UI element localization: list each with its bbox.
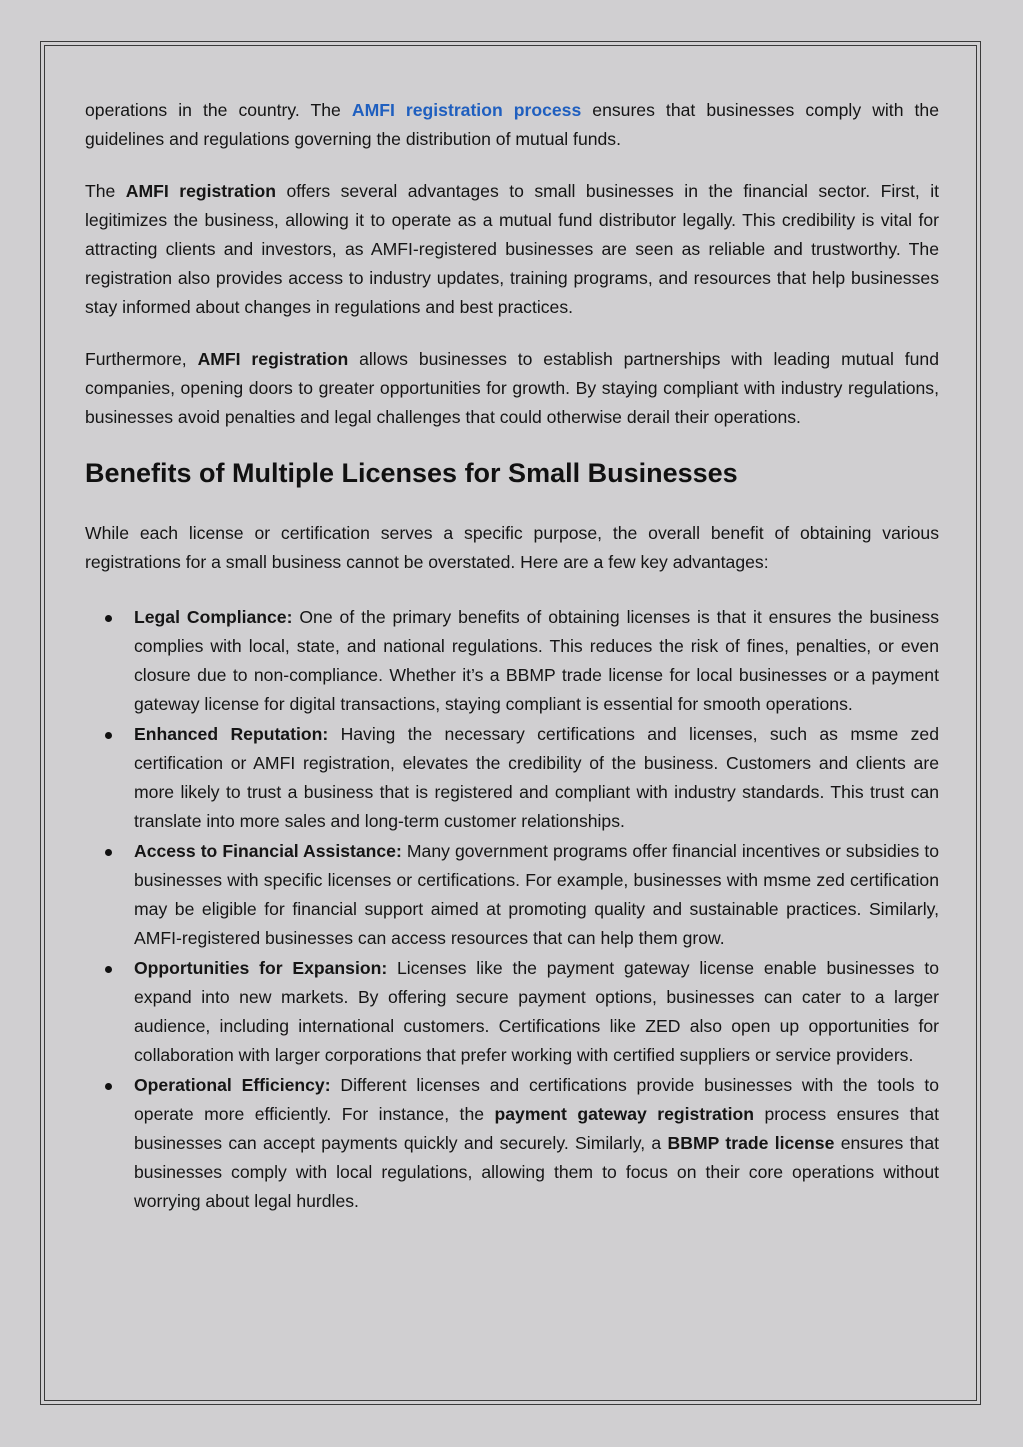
- list-item-financial-assistance: [85, 837, 939, 953]
- bold-term: payment gateway registration: [494, 1104, 755, 1124]
- paragraph-text: allows businesses to establish partnerships with leading mutual fund companies, opening doors to greater opportunities for growth. By staying compliant with industry regulations, businesses avoid penalties and legal challenges that could otherwise derail their operations.: [85, 349, 939, 427]
- list-item-title: Enhanced Reputation:: [134, 724, 329, 744]
- list-item-expansion: [85, 954, 939, 1070]
- paragraph-amfi-process: [85, 96, 939, 154]
- list-item-text: Having the necessary certifications and licenses, such as msme zed certification or AMFI registration, elevates the credibility of the business. Customers and clients are more likely to trust a business that is registered and compliant with industry standards. This trust can translate into more sales and long-term customer relationships.: [134, 724, 939, 831]
- paragraph-text: ensures that businesses comply with the guidelines and regulations governing the distribution of mutual funds.: [85, 100, 939, 149]
- list-item-operational-efficiency: [85, 1071, 939, 1216]
- list-item-text: Many government programs offer financial incentives or subsidies to businesses with specific licenses or certifications. For example, businesses with msme zed certification may be eligible for financial support aimed at promoting quality and sustainable practices. Similarly, AMFI-registered businesses can access resources that can help them grow.: [134, 841, 939, 948]
- list-item-legal-compliance: [85, 603, 939, 719]
- section-heading: Benefits of Multiple Licenses for Small Businesses: [85, 458, 738, 488]
- paragraph-amfi-partnerships: [85, 345, 939, 432]
- intro-paragraph: While each license or certification serves a specific purpose, the overall benefit of obtaining various registrations for a small business cannot be overstated. Here are a few key advantages:: [85, 523, 939, 572]
- bullet-icon: [105, 1083, 112, 1090]
- paragraph-text: The: [85, 181, 126, 201]
- list-item-text: Different licenses and certifications provide businesses with the tools to operate more efficiently. For instance, the: [134, 1075, 939, 1124]
- bold-term: AMFI registration: [125, 181, 277, 201]
- list-item-title: Opportunities for Expansion:: [134, 958, 388, 978]
- list-item-title: Legal Compliance:: [134, 607, 293, 627]
- list-item-title: Access to Financial Assistance:: [134, 841, 402, 861]
- list-item-text: process ensures that businesses can accept payments quickly and securely. Similarly, a: [134, 1104, 940, 1153]
- document-body: [85, 96, 939, 1217]
- amfi-registration-process-link[interactable]: AMFI registration process: [351, 100, 582, 120]
- list-item-text: One of the primary benefits of obtaining licenses is that it ensures the business complies with local, state, and national regulations. This reduces the risk of fines, penalties, or even closure due to non-compliance. Whether it’s a BBMP trade license for local businesses or a payment gateway license for digital transactions, staying compliant is essential for smooth operations.: [134, 607, 939, 714]
- paragraph-text: operations in the country. The: [85, 100, 352, 120]
- list-item-text: Licenses like the payment gateway license enable businesses to expand into new markets. By offering secure payment options, businesses can cater to a larger audience, including international customers. Certifications like ZED also open up opportunities for collaboration with larger corporations that prefer working with certified suppliers or service providers.: [134, 958, 940, 1065]
- bullet-icon: [105, 966, 112, 973]
- bold-term: BBMP trade license: [667, 1133, 835, 1153]
- bold-term: AMFI registration: [197, 349, 349, 369]
- bullet-icon: [105, 732, 112, 739]
- list-item-title: Operational Efficiency:: [134, 1075, 331, 1095]
- paragraph-amfi-advantages: [85, 177, 939, 322]
- list-item-enhanced-reputation: [85, 720, 939, 836]
- bullet-icon: [105, 615, 112, 622]
- benefits-list: [85, 603, 939, 1216]
- bullet-icon: [105, 849, 112, 856]
- paragraph-text: offers several advantages to small businesses in the financial sector. First, it legitimizes the business, allowing it to operate as a mutual fund distributor legally. This credibility is vital for attracting clients and investors, as AMFI-registered businesses are seen as reliable and trustworthy. The registration also provides access to industry updates, training programs, and resources that help businesses stay informed about changes in regulations and best practices.: [85, 181, 939, 317]
- list-item-text: ensures that businesses comply with local regulations, allowing them to focus on their core operations without worrying about legal hurdles.: [134, 1133, 939, 1211]
- paragraph-text: Furthermore,: [85, 349, 198, 369]
